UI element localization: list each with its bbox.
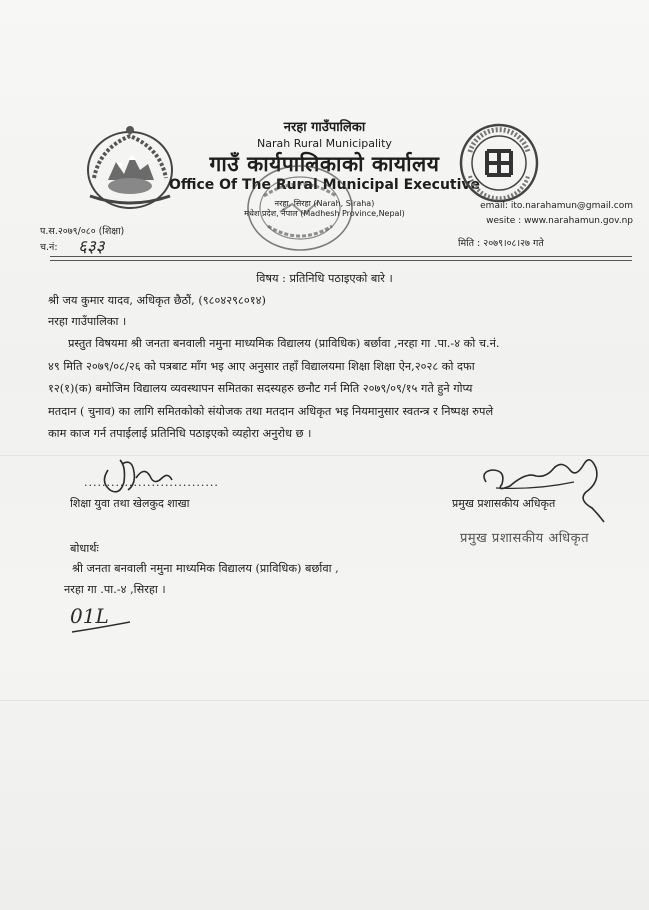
- header-separator: [50, 256, 632, 257]
- body-line: मतदान ( चुनाव) का लागि समितकोको संयोजक तथा मतदान अधिकृत भइ नियमानुसार स्वतन्त्र र निष्पक्ष रुपले: [48, 404, 494, 418]
- cc-line-2: नरहा गा .पा.-४ ,सिरहा ।: [64, 583, 166, 596]
- address-line-1: नरहा, सिरहा (Narah, Siraha): [274, 199, 375, 208]
- municipality-name-en: Narah Rural Municipality: [257, 137, 392, 150]
- body-paragraph: [48, 333, 620, 446]
- municipality-seal-logo-icon: [458, 122, 540, 204]
- reference-number: प.स.२०७९/०८० (शिक्षा): [40, 226, 125, 237]
- office-round-stamp-icon: [240, 160, 360, 255]
- body-line: प्रस्तुत विषयमा श्री जनता बनवाली नमुना माध्यमिक विद्यालय (प्राविधिक) बर्छावा ,नरहा गा .पा.-४ को च.नं.: [68, 337, 500, 350]
- office-title-en: Office Of The Rural Municipal Executive: [168, 177, 481, 193]
- cc-heading: बोधार्थः: [70, 542, 99, 555]
- right-signature-icon: [466, 448, 616, 528]
- body-line: ४९ मिति २०७९/०८/२६ को पत्रबाट माँग भइ आए अनुसार तहाँ विद्यालयमा शिक्षा शिक्षा ऐन,२०२८ को दफा: [48, 359, 475, 373]
- left-signature-dots: ..............................: [84, 476, 219, 489]
- recipient-line-2: नरहा गाउँपालिका ।: [48, 315, 127, 328]
- chalani-label: च.नं:: [40, 242, 58, 253]
- left-signatory-title: शिक्षा युवा तथा खेलकुद शाखा: [70, 497, 190, 510]
- header-separator: [50, 260, 632, 261]
- cc-line-1: श्री जनता बनवाली नमुना माध्यमिक विद्यालय (प्राविधिक) बर्छावा ,: [72, 562, 339, 575]
- recipient-line-1: श्री जय कुमार यादव, अधिकृत छैठौं, (९८०४२९८०१४): [48, 294, 266, 307]
- designation-stamp: प्रमुख प्रशासकीय अधिकृत: [460, 531, 590, 546]
- chalani-number-handwritten: ६३३: [78, 237, 105, 257]
- subject-line: विषय : प्रतिनिधि पठाइएको बारे ।: [256, 272, 393, 285]
- fold-crease: [0, 700, 649, 701]
- body-line: काम काज गर्न तपाईलाई प्रतिनिधि पठाइएको व्यहोरा अनुरोध छ ।: [48, 427, 312, 440]
- address-line-2: मधेश प्रदेश, नेपाल (Madhesh Province,Nepal): [244, 209, 405, 218]
- website-text: wesite : www.narahamun.gov.np: [486, 216, 633, 226]
- handwritten-underline-icon: [68, 618, 138, 638]
- office-title-np: गाउँ कार्यपालिकाको कार्यालय: [209, 152, 440, 176]
- right-signatory-title: प्रमुख प्रशासकीय अधिकृत: [452, 497, 556, 510]
- handwritten-note: 01L: [70, 604, 109, 628]
- letter-date: मिति : २०७९।०८।२७ गते: [458, 238, 544, 249]
- email-text: email: ito.narahamun@gmail.com: [480, 201, 633, 211]
- body-line: १२(१)(क) बमोजिम विद्यालय व्यवस्थापन समितका सदस्यहरु छनौट गर्न मिति २०७९/०९/१५ गते हुने गोप्य: [48, 382, 473, 395]
- municipality-name-np: नरहा गाउँपालिका: [283, 120, 366, 135]
